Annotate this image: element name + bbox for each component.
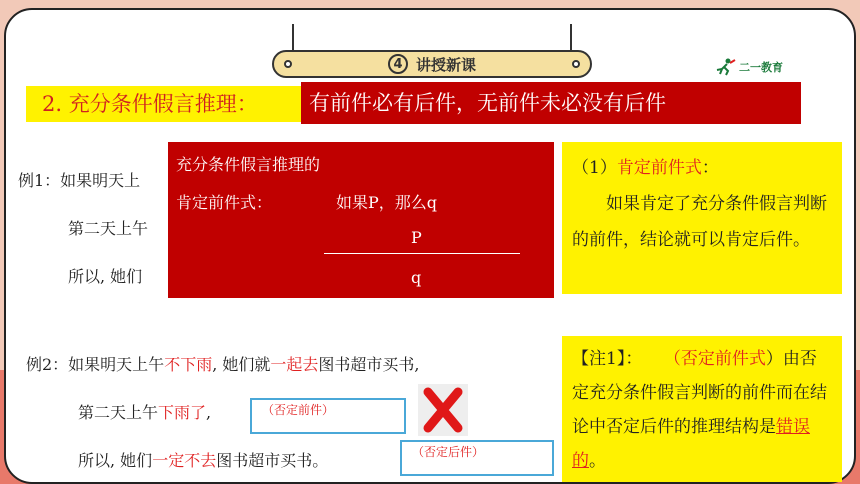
deny-note-body: ）由否定充分条件假言判断的前件而在结论中否定后件的推理结构是 bbox=[572, 349, 827, 437]
ex2-l3-b: 一定不去 bbox=[152, 451, 217, 470]
panel-heading: 充分条件假言推理的 bbox=[176, 155, 321, 174]
section-header bbox=[272, 50, 592, 78]
ex2-l1-c: , 她们就 bbox=[212, 355, 271, 374]
slide-canvas bbox=[4, 8, 856, 484]
deny-note-end: 。 bbox=[589, 451, 606, 471]
deny-note-tag: 【注1】： bbox=[572, 349, 643, 369]
deny-note-highlight: （否定前件式 bbox=[672, 349, 766, 369]
affirm-note bbox=[562, 142, 842, 294]
cross-icon bbox=[416, 382, 470, 438]
panel-conclusion: q bbox=[411, 268, 422, 287]
pill-dot-left bbox=[284, 60, 292, 68]
ex2-l1-d: 一起去 bbox=[270, 355, 319, 374]
affirm-note-highlight: 肯定前件式 bbox=[616, 158, 702, 178]
affirm-note-title bbox=[572, 150, 832, 186]
example2-line3 bbox=[78, 448, 328, 471]
ex2-l2-c: , bbox=[206, 403, 212, 422]
section-title: 讲授新课 bbox=[415, 55, 476, 74]
ex2-l3-c: 图书超市买书。 bbox=[216, 451, 329, 470]
affirm-note-suffix: ： bbox=[701, 158, 719, 178]
answer-box-2: （否定后件） bbox=[400, 440, 554, 476]
example1-line2: 第二天上午 bbox=[68, 219, 149, 238]
deny-note bbox=[562, 336, 842, 482]
ex2-l1-b: 不下雨 bbox=[164, 355, 213, 374]
ex2-l1-e: 图书超市买书, bbox=[318, 355, 420, 374]
rule-title: 2. 充分条件假言推理： bbox=[26, 86, 306, 122]
brand-logo bbox=[714, 58, 783, 76]
ex2-l2-b: 下雨了 bbox=[158, 403, 207, 422]
inference-line bbox=[324, 253, 520, 254]
pill-dot-right bbox=[572, 60, 580, 68]
ex2-l3-a: 所以, 她们 bbox=[78, 451, 153, 470]
affirm-form-panel bbox=[168, 142, 554, 298]
panel-premise: P bbox=[411, 228, 422, 247]
rule-statement: 有前件必有后件，无前件未必没有后件 bbox=[301, 82, 801, 124]
deny-note-error: 错误的 bbox=[572, 417, 810, 471]
logo-text: 二一教育 bbox=[739, 61, 783, 74]
example1-line3: 所以, 她们 bbox=[68, 267, 143, 286]
affirm-note-prefix: （1） bbox=[572, 158, 617, 178]
affirm-note-body: 如果肯定了充分条件假言判断的前件，结论就可以肯定后件。 bbox=[572, 194, 827, 250]
panel-form-label: 肯定前件式： bbox=[176, 193, 273, 212]
panel-formula: 如果P，那么q bbox=[336, 193, 438, 212]
section-number: 4 bbox=[388, 54, 408, 74]
example1-line1: 例1：如果明天上 bbox=[18, 171, 141, 190]
example2-line1 bbox=[26, 352, 420, 375]
example2-line2 bbox=[78, 400, 211, 423]
answer-box-1: （否定前件） bbox=[250, 398, 406, 434]
ex2-l2-a: 第二天上午 bbox=[78, 403, 159, 422]
runner-icon bbox=[714, 58, 736, 76]
ex2-l1-a: 例2：如果明天上午 bbox=[26, 355, 165, 374]
